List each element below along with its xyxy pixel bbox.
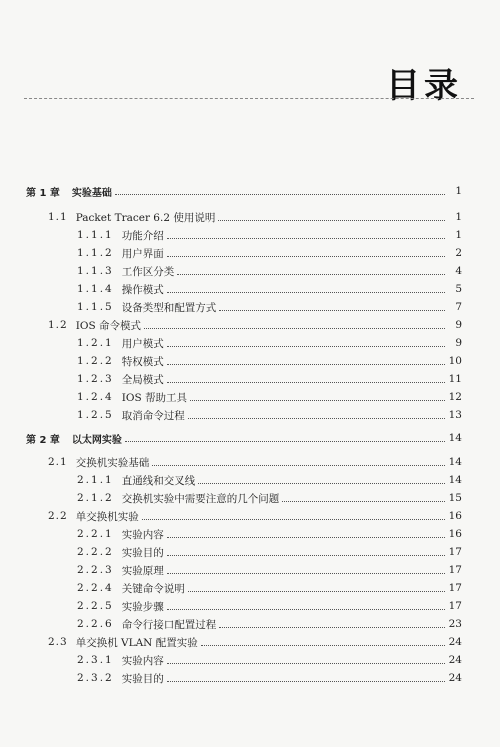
toc-title: 实验原理 — [121, 564, 164, 577]
toc-number: 1.1 — [48, 211, 68, 223]
toc-number: 1.1.1 — [77, 229, 114, 241]
toc-subsection[interactable] — [77, 299, 462, 315]
toc-title: IOS 帮助工具 — [121, 391, 188, 404]
toc-title: 用户界面 — [121, 247, 164, 260]
dot-leader — [125, 441, 445, 442]
toc-subsection[interactable] — [77, 245, 462, 261]
toc-page-number: 23 — [448, 618, 462, 630]
toc-subsection[interactable] — [77, 227, 462, 243]
toc-title: 实验内容 — [121, 528, 164, 541]
dot-leader — [167, 364, 445, 365]
toc-title: 关键命令说明 — [121, 582, 185, 595]
toc-page-number: 1 — [455, 185, 462, 197]
toc-page-number: 16 — [448, 510, 462, 522]
dot-leader — [177, 274, 445, 275]
dot-leader — [167, 292, 445, 293]
dot-leader — [282, 501, 445, 502]
toc-subsection[interactable] — [77, 472, 462, 488]
dot-leader — [167, 346, 445, 347]
toc-number: 2.3.1 — [77, 654, 114, 666]
toc-page-number: 12 — [448, 391, 462, 403]
toc-number: 2.2 — [48, 510, 68, 522]
dot-leader — [167, 382, 445, 383]
toc-section[interactable] — [48, 209, 462, 225]
toc-page-number: 9 — [455, 319, 462, 331]
toc-title: 直通线和交叉线 — [121, 474, 196, 487]
toc-section[interactable] — [48, 454, 462, 470]
toc-title: 功能介绍 — [121, 229, 164, 242]
toc-chapter[interactable] — [26, 183, 462, 199]
toc-number: 1.2.4 — [77, 391, 114, 403]
toc-title: 交换机实验中需要注意的几个问题 — [121, 492, 280, 505]
toc-title: 取消命令过程 — [121, 409, 185, 422]
toc-subsection[interactable] — [77, 353, 462, 369]
toc-page-number: 7 — [455, 301, 462, 313]
toc-number: 1.1.3 — [77, 265, 114, 277]
toc-title: 操作模式 — [121, 283, 164, 296]
toc-page-number: 11 — [448, 373, 462, 385]
dot-leader — [198, 483, 445, 484]
toc-subsection[interactable] — [77, 389, 462, 405]
dot-leader — [188, 591, 445, 592]
dot-leader — [190, 400, 445, 401]
toc-number: 2.2.2 — [77, 546, 114, 558]
dot-leader — [152, 465, 445, 466]
dot-leader — [201, 645, 445, 646]
toc-subsection[interactable] — [77, 580, 462, 596]
toc-title: 全局模式 — [121, 373, 164, 386]
toc-page-number: 2 — [455, 247, 462, 259]
toc-page-number: 17 — [448, 600, 462, 612]
toc-number: 2.1 — [48, 456, 68, 468]
toc-subsection[interactable] — [77, 490, 462, 506]
toc-number: 1.2.2 — [77, 355, 114, 367]
toc-number: 2.2.6 — [77, 618, 114, 630]
toc-title: 以太网实验 — [71, 434, 122, 446]
toc-subsection[interactable] — [77, 526, 462, 542]
dot-leader — [167, 537, 445, 538]
toc-title: IOS 命令模式 — [75, 319, 141, 332]
toc-title: 实验步骤 — [121, 600, 164, 613]
toc-subsection[interactable] — [77, 335, 462, 351]
toc-subsection[interactable] — [77, 616, 462, 632]
toc-title: 实验内容 — [121, 654, 164, 667]
toc-title: 实验目的 — [121, 546, 164, 559]
toc-subsection[interactable] — [77, 544, 462, 560]
toc-number: 2.2.5 — [77, 600, 114, 612]
toc-number: 2.1.1 — [77, 474, 114, 486]
toc-title: 单交换机实验 — [75, 510, 139, 523]
toc-number: 1.2.1 — [77, 337, 114, 349]
dot-leader — [167, 609, 445, 610]
toc-page-number: 4 — [455, 265, 462, 277]
toc-number: 2.2.4 — [77, 582, 114, 594]
toc-page-number: 16 — [448, 528, 462, 540]
toc-page-number: 17 — [448, 546, 462, 558]
toc-title: 工作区分类 — [121, 265, 175, 278]
toc-page-number: 15 — [448, 492, 462, 504]
toc-page-number: 17 — [448, 582, 462, 594]
toc-subsection[interactable] — [77, 263, 462, 279]
toc-chapter[interactable] — [26, 430, 462, 446]
toc-page-number: 14 — [448, 456, 462, 468]
toc-number: 2.2.3 — [77, 564, 114, 576]
toc-page-number: 13 — [448, 409, 462, 421]
dot-leader — [167, 256, 445, 257]
toc-page-number: 10 — [448, 355, 462, 367]
dot-leader — [167, 663, 445, 664]
dot-leader — [144, 328, 445, 329]
dot-leader — [219, 627, 445, 628]
toc-number: 1.1.2 — [77, 247, 114, 259]
toc-page-number: 5 — [455, 283, 462, 295]
toc-number: 1.2.3 — [77, 373, 114, 385]
toc-subsection[interactable] — [77, 670, 462, 686]
toc-title: Packet Tracer 6.2 使用说明 — [75, 211, 216, 224]
toc-page-number: 14 — [448, 474, 462, 486]
dot-leader — [218, 220, 445, 221]
toc-page-number: 1 — [455, 211, 462, 223]
toc-title: 交换机实验基础 — [75, 456, 150, 469]
toc-title: 命令行接口配置过程 — [121, 618, 217, 631]
toc-page-number: 24 — [448, 672, 462, 684]
toc-number: 1.2.5 — [77, 409, 114, 421]
toc-number: 2.3 — [48, 636, 68, 648]
toc-title: 单交换机 VLAN 配置实验 — [75, 636, 198, 649]
toc-title: 特权模式 — [121, 355, 164, 368]
toc-page-number: 14 — [448, 432, 462, 444]
toc-page-number: 9 — [455, 337, 462, 349]
toc-subsection[interactable] — [77, 562, 462, 578]
toc-number: 第 1 章 — [26, 187, 60, 199]
toc-section[interactable] — [48, 508, 462, 524]
dot-leader — [167, 555, 445, 556]
toc-subsection[interactable] — [77, 652, 462, 668]
toc-number: 2.3.2 — [77, 672, 114, 684]
toc-number: 1.2 — [48, 319, 68, 331]
toc-subsection[interactable] — [77, 598, 462, 614]
toc-subsection[interactable] — [77, 281, 462, 297]
toc-subsection[interactable] — [77, 371, 462, 387]
toc-number: 第 2 章 — [26, 434, 60, 446]
toc-title: 设备类型和配置方式 — [121, 301, 217, 314]
dot-leader — [188, 418, 445, 419]
dot-leader — [167, 681, 445, 682]
header-divider — [24, 98, 474, 99]
dot-leader — [142, 519, 445, 520]
toc-title: 用户模式 — [121, 337, 164, 350]
toc-page-number: 17 — [448, 564, 462, 576]
toc-section[interactable] — [48, 634, 462, 650]
toc-number: 2.2.1 — [77, 528, 114, 540]
dot-leader — [167, 238, 445, 239]
dot-leader — [219, 310, 445, 311]
toc-number: 1.1.5 — [77, 301, 114, 313]
dot-leader — [115, 194, 445, 195]
toc-page-number: 24 — [448, 654, 462, 666]
toc-title: 实验目的 — [121, 672, 164, 685]
toc-subsection[interactable] — [77, 407, 462, 423]
toc-page-number: 24 — [448, 636, 462, 648]
page-title: 目录 — [386, 66, 462, 106]
dot-leader — [167, 573, 445, 574]
toc-section[interactable] — [48, 317, 462, 333]
toc-number: 1.1.4 — [77, 283, 114, 295]
toc-page-number: 1 — [455, 229, 462, 241]
toc-number: 2.1.2 — [77, 492, 114, 504]
toc-title: 实验基础 — [71, 187, 112, 199]
